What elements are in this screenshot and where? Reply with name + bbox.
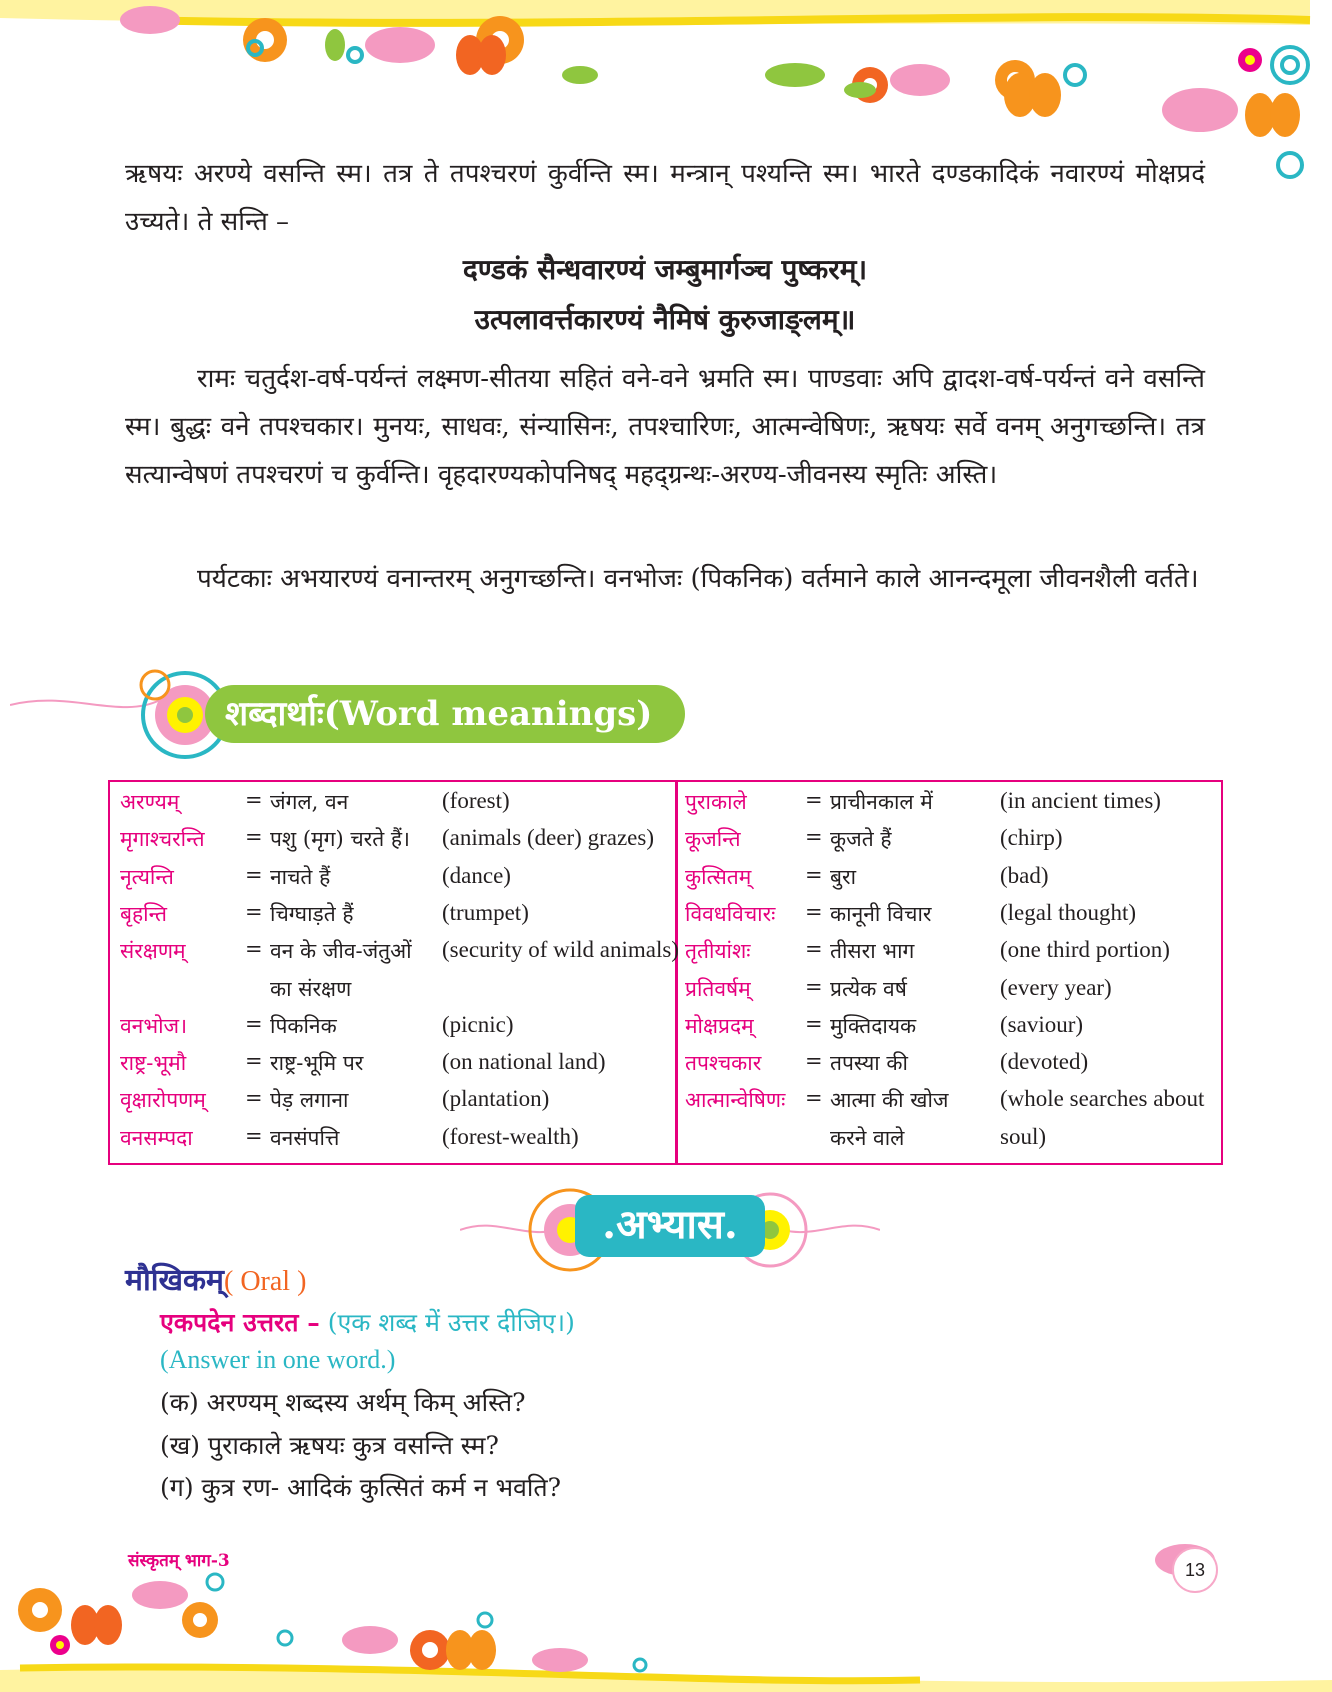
word-term: कुत्सितम् <box>685 864 752 889</box>
equals-sign: = <box>245 788 263 812</box>
word-term: बृहन्ति <box>120 901 168 926</box>
petal-icon <box>132 1544 1215 1672</box>
paragraph-2: रामः चतुर्दश-वर्ष-पर्यन्तं लक्ष्मण-सीतया सहितं वने-वने भ्रमति स्म। पाण्डवाः अपि द्वादश-वर्ष-पर्यन्तं वने वसन्ति स्म। बुद्धः वने तपश्चकार। मुनयः, साधवः, संन्यासिनः, तपश्चारिणः, आत्मन्वेषिणः, ऋषयः सर्वे वनम् अनुगच्छन्ति। तत्र सत्यान्वेषणं तपश्चरणं च कुर्वन्ति। वृहदारण्यकोपनिषद् महद्ग्रन्थः-अरण्य-जीवनस्य स्मृतिः अस्ति। <box>125 364 1205 490</box>
word-term: प्रतिवर्षम् <box>685 976 751 1001</box>
equals-sign: = <box>805 899 823 924</box>
hindi-meaning: पिकनिक <box>270 1013 337 1038</box>
word-term: संरक्षणम् <box>120 939 186 964</box>
word-term: मोक्षप्रदम् <box>685 1013 754 1038</box>
english-meaning: (plantation) <box>442 1086 550 1112</box>
word-term: वृक्षारोपणम् <box>120 1088 206 1113</box>
hindi-meaning: प्राचीनकाल में <box>830 790 933 814</box>
equals-sign: = <box>245 1086 263 1111</box>
hindi-meaning: का संरक्षण <box>270 976 352 1001</box>
hindi-meaning: चिग्घाड़ते हैं <box>270 901 354 926</box>
hindi-meaning: वनसंपत्ति <box>270 1125 340 1150</box>
equals-sign: = <box>805 1086 823 1111</box>
hindi-meaning: प्रत्येक वर्ष <box>830 976 907 1001</box>
english-meaning: soul) <box>1000 1123 1046 1149</box>
equals-sign: = <box>805 862 823 887</box>
equals-sign: = <box>245 899 263 924</box>
english-meaning: (dance) <box>442 862 511 888</box>
equals-sign: = <box>805 974 823 999</box>
hindi-meaning: कूजते हैं <box>830 827 892 852</box>
english-meaning: (in ancient times) <box>1000 788 1161 813</box>
equals-sign: = <box>245 1011 263 1036</box>
word-term: विवधविचारः <box>685 901 776 926</box>
word-term: मृगाश्चरन्ति <box>120 827 205 852</box>
english-meaning: (forest) <box>442 788 510 813</box>
abhyas-heading: .अभ्यास. <box>575 1195 765 1257</box>
instruction-hindi: (एक शब्द में उत्तर दीजिए।) <box>327 1308 575 1337</box>
word-term: अरण्यम् <box>120 790 180 814</box>
equals-sign: = <box>805 1011 823 1036</box>
word-term: तृतीयांशः <box>685 939 751 964</box>
word-term: कूजन्ति <box>685 827 741 852</box>
english-meaning: (saviour) <box>1000 1011 1084 1037</box>
english-meaning: (one third portion) <box>1000 937 1170 963</box>
word-term: वनभोज। <box>120 1013 188 1038</box>
book-title-footer: संस्कृतम् भाग-3 <box>128 1551 230 1571</box>
question-1: (क) अरण्यम् शब्दस्य अर्थम् किम् अस्ति? <box>160 1388 526 1417</box>
question-2: (ख) पुराकाले ऋषयः कुत्र वसन्ति स्म? <box>160 1431 499 1460</box>
english-meaning: (legal thought) <box>1000 899 1137 925</box>
english-meaning: (picnic) <box>442 1011 514 1037</box>
word-term: राष्ट्र-भूमौ <box>120 1051 187 1076</box>
hindi-meaning: नाचते हैं <box>270 864 331 889</box>
equals-sign: = <box>805 1049 823 1074</box>
word-term: पुराकाले <box>685 790 747 814</box>
equals-sign: = <box>245 862 263 887</box>
hindi-meaning: तपस्या की <box>830 1051 908 1076</box>
page-number: 13 <box>1172 1547 1218 1593</box>
oral-title-sanskrit: मौखिकम् <box>125 1263 224 1298</box>
english-meaning: (whole searches about <box>1000 1086 1205 1112</box>
equals-sign: = <box>245 1049 263 1074</box>
instruction-english: (Answer in one word.) <box>160 1345 396 1374</box>
paragraph-3: पर्यटकाः अभयारण्यं वनान्तरम् अनुगच्छन्ति। वनभोजः (पिकनिक) वर्तमाने काले आनन्दमूला जीवनशैली वर्तते। <box>197 564 1199 594</box>
word-term: तपश्चकार <box>685 1051 762 1076</box>
hindi-meaning: वन के जीव-जंतुओं <box>270 939 412 964</box>
equals-sign: = <box>245 937 263 962</box>
word-meanings-heading: शब्दार्थाः(Word meanings) <box>205 685 685 743</box>
question-3: (ग) कुत्र रण- आदिकं कुत्सितं कर्म न भवति? <box>160 1473 562 1502</box>
hindi-meaning: आत्मा की खोज <box>830 1088 949 1113</box>
hindi-meaning: बुरा <box>830 864 857 889</box>
english-meaning: (animals (deer) grazes) <box>442 825 654 851</box>
english-meaning: (bad) <box>1000 862 1049 888</box>
circle-ornament-icon <box>10 650 230 780</box>
hindi-meaning: करने वाले <box>830 1125 905 1150</box>
hindi-meaning: मुक्तिदायक <box>830 1013 917 1038</box>
word-term: वनसम्पदा <box>120 1125 193 1150</box>
equals-sign: = <box>805 788 823 812</box>
hindi-meaning: पेड़ लगाना <box>270 1088 349 1113</box>
hindi-meaning: जंगल, वन <box>270 790 349 814</box>
oral-title-english: ( Oral ) <box>224 1266 307 1297</box>
verse-line-2: उत्पलावर्त्तकारण्यं नैमिषं कुरुजाङ्लम्॥ <box>474 303 856 336</box>
word-term: नृत्यन्ति <box>120 864 174 889</box>
word-term: आत्मान्वेषिणः <box>685 1088 786 1113</box>
verse-line-1: दण्डकं सैन्धवारण्यं जम्बुमार्गञ्च पुष्करम्। <box>462 253 868 286</box>
equals-sign: = <box>245 1123 263 1148</box>
hindi-meaning: राष्ट्र-भूमि पर <box>270 1051 364 1076</box>
paragraph-1: ऋषयः अरण्ये वसन्ति स्म। तत्र ते तपश्चरणं कुर्वन्ति स्म। मन्त्रान् पश्यन्ति स्म। भारते दण्डकादिकं नवारण्यं मोक्षप्रदं उच्यते। ते सन्ति – <box>125 159 1205 237</box>
equals-sign: = <box>245 825 263 850</box>
english-meaning: (security of wild animals) <box>442 937 679 963</box>
equals-sign: = <box>805 937 823 962</box>
english-meaning: (trumpet) <box>442 899 529 925</box>
english-meaning: (devoted) <box>1000 1049 1089 1075</box>
hindi-meaning: पशु (मृग) चरते हैं। <box>270 827 411 852</box>
instruction <box>160 1305 575 1339</box>
equals-sign: = <box>805 825 823 850</box>
english-meaning: (on national land) <box>442 1049 606 1075</box>
instruction-sanskrit: एकपदेन उत्तरत – <box>160 1308 320 1337</box>
hindi-meaning: तीसरा भाग <box>830 939 915 964</box>
oral-section-title <box>125 1258 306 1299</box>
english-meaning: (every year) <box>1000 974 1112 1000</box>
english-meaning: (forest-wealth) <box>442 1123 579 1149</box>
english-meaning: (chirp) <box>1000 825 1063 851</box>
hindi-meaning: कानूनी विचार <box>830 901 932 926</box>
